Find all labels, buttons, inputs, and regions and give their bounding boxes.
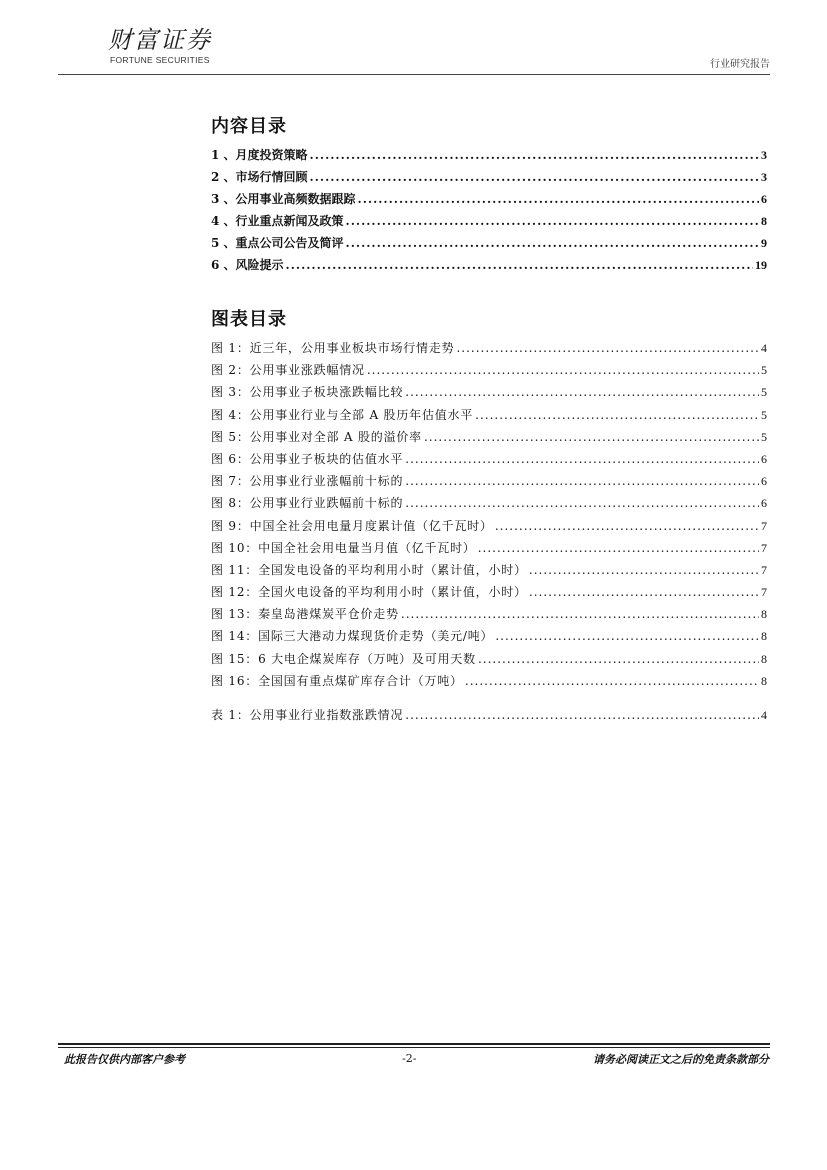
figure-entry-page: 5: [761, 429, 767, 444]
dot-leader: [456, 341, 759, 355]
contents-entry-label: 2 、市场行情回顾: [211, 170, 308, 184]
figure-entry-label: 图 1：近三年，公用事业板块市场行情走势: [211, 341, 455, 355]
figure-entry-page: 5: [761, 363, 767, 378]
figures-list: [211, 339, 767, 694]
contents-entry-label: 5 、重点公司公告及简评: [211, 236, 344, 250]
figure-entry-label: 图 14：国际三大港动力煤现货价走势（美元/吨）: [211, 629, 494, 644]
figure-entry-label: 图 11：全国发电设备的平均利用小时（累计值，小时）: [211, 562, 527, 577]
figure-entry[interactable]: [211, 672, 767, 694]
dot-leader: [475, 408, 759, 422]
figure-entry-page: 7: [761, 585, 767, 600]
tables-list: [211, 706, 767, 728]
figure-entry-page: 4: [761, 341, 767, 355]
dot-leader: [529, 563, 759, 577]
figure-entry-label: 图 5：公用事业对全部 A 股的溢价率: [211, 429, 422, 444]
figure-entry[interactable]: [211, 428, 767, 450]
figure-entry-label: 图 7：公用事业行业涨幅前十标的: [211, 474, 404, 489]
contents-entry-page: 8: [761, 214, 767, 228]
dot-leader: [346, 236, 759, 250]
figure-entry[interactable]: [211, 650, 767, 672]
dot-leader: [367, 363, 759, 377]
figure-entry-label: 图 15：6 大电企煤炭库存（万吨）及可用天数: [211, 651, 476, 666]
figure-entry-label: 图 4：公用事业行业与全部 A 股历年估值水平: [211, 407, 474, 422]
contents-entry[interactable]: [211, 190, 767, 212]
dot-leader: [405, 452, 759, 466]
footer-divider: [58, 1043, 770, 1045]
figure-entry-label: 图 16：全国国有重点煤矿库存合计（万吨）: [211, 673, 463, 688]
figure-entry-page: 5: [761, 385, 767, 400]
dot-leader: [424, 430, 759, 444]
contents-entry[interactable]: [211, 146, 767, 168]
contents-title: 内容目录: [211, 116, 287, 137]
dot-leader: [478, 541, 759, 555]
dot-leader: [286, 258, 753, 272]
header-divider: [58, 74, 770, 75]
figure-entry-label: 图 9：中国全社会用电量月度累计值（亿千瓦时）: [211, 518, 493, 533]
figure-entry-page: 8: [761, 673, 767, 688]
contents-entry[interactable]: [211, 168, 767, 190]
figure-entry-page: 7: [761, 562, 767, 577]
figure-entry[interactable]: [211, 472, 767, 494]
table-entry-page: 4: [761, 708, 767, 722]
figure-entry[interactable]: [211, 539, 767, 561]
figure-entry-page: 8: [761, 651, 767, 666]
table-entry[interactable]: [211, 706, 767, 728]
footer-disclaimer-right: 请务必阅读正文之后的免责条款部分: [593, 1053, 769, 1066]
figure-entry-label: 图 13：秦皇岛港煤炭平仓价走势: [211, 607, 399, 622]
figure-entry[interactable]: [211, 583, 767, 605]
dot-leader: [495, 629, 759, 643]
figure-entry-page: 6: [761, 451, 767, 466]
figure-entry-label: 图 6：公用事业子板块的估值水平: [211, 451, 404, 466]
figure-entry[interactable]: [211, 450, 767, 472]
contents-entry-label: 6 、风险提示: [211, 258, 284, 272]
dot-leader: [310, 170, 759, 184]
page-header: [58, 18, 770, 76]
contents-list: [211, 146, 767, 278]
logo-chinese: 财富证券: [108, 26, 212, 54]
figure-entry-page: 7: [761, 518, 767, 533]
dot-leader: [529, 585, 759, 599]
figure-entry[interactable]: [211, 361, 767, 383]
figure-entry-page: 6: [761, 474, 767, 489]
dot-leader: [478, 652, 759, 666]
figure-entry[interactable]: [211, 517, 767, 539]
figures-title: 图表目录: [211, 309, 287, 330]
dot-leader: [401, 607, 759, 621]
figure-entry-page: 6: [761, 496, 767, 511]
dot-leader: [495, 519, 759, 533]
footer-divider-thin: [58, 1047, 770, 1048]
figure-entry-label: 图 10：中国全社会用电量当月值（亿千瓦时）: [211, 540, 476, 555]
figure-entry-label: 图 12：全国火电设备的平均利用小时（累计值，小时）: [211, 585, 527, 600]
figure-entry-label: 图 2：公用事业涨跌幅情况: [211, 363, 365, 378]
figure-entry[interactable]: [211, 339, 767, 361]
figure-entry[interactable]: [211, 406, 767, 428]
table-entry-label: 表 1：公用事业行业指数涨跌情况: [211, 708, 404, 722]
footer-disclaimer-left: 此报告仅供内部客户参考: [64, 1053, 185, 1066]
contents-entry-page: 6: [761, 192, 767, 206]
page-number: -2-: [402, 1052, 417, 1065]
dot-leader: [465, 674, 759, 688]
figure-entry[interactable]: [211, 494, 767, 516]
contents-entry[interactable]: [211, 234, 767, 256]
dot-leader: [405, 474, 759, 488]
contents-entry-label: 3 、公用事业高频数据跟踪: [211, 192, 356, 206]
dot-leader: [405, 496, 759, 510]
contents-entry-page: 9: [761, 236, 767, 250]
figure-entry-page: 8: [761, 629, 767, 644]
dot-leader: [310, 148, 759, 162]
figure-entry-page: 5: [761, 407, 767, 422]
logo-english: FORTUNE SECURITIES: [110, 55, 210, 65]
contents-entry-page: 19: [755, 258, 767, 272]
figure-entry[interactable]: [211, 383, 767, 405]
figure-entry-page: 8: [761, 607, 767, 622]
figure-entry-label: 图 8：公用事业行业跌幅前十标的: [211, 496, 404, 511]
figure-entry[interactable]: [211, 627, 767, 649]
figure-entry-page: 7: [761, 540, 767, 555]
dot-leader: [358, 192, 759, 206]
report-type-label: 行业研究报告: [710, 59, 770, 70]
figure-entry-label: 图 3：公用事业子板块涨跌幅比较: [211, 385, 404, 400]
contents-entry[interactable]: [211, 256, 767, 278]
contents-entry-label: 4 、行业重点新闻及政策: [211, 214, 344, 228]
contents-entry-page: 3: [761, 148, 767, 162]
contents-entry-label: 1 、月度投资策略: [211, 148, 308, 162]
dot-leader: [346, 214, 759, 228]
dot-leader: [405, 385, 759, 399]
contents-entry[interactable]: [211, 212, 767, 234]
figure-entry[interactable]: [211, 605, 767, 627]
figure-entry[interactable]: [211, 561, 767, 583]
dot-leader: [405, 708, 759, 722]
contents-entry-page: 3: [761, 170, 767, 184]
